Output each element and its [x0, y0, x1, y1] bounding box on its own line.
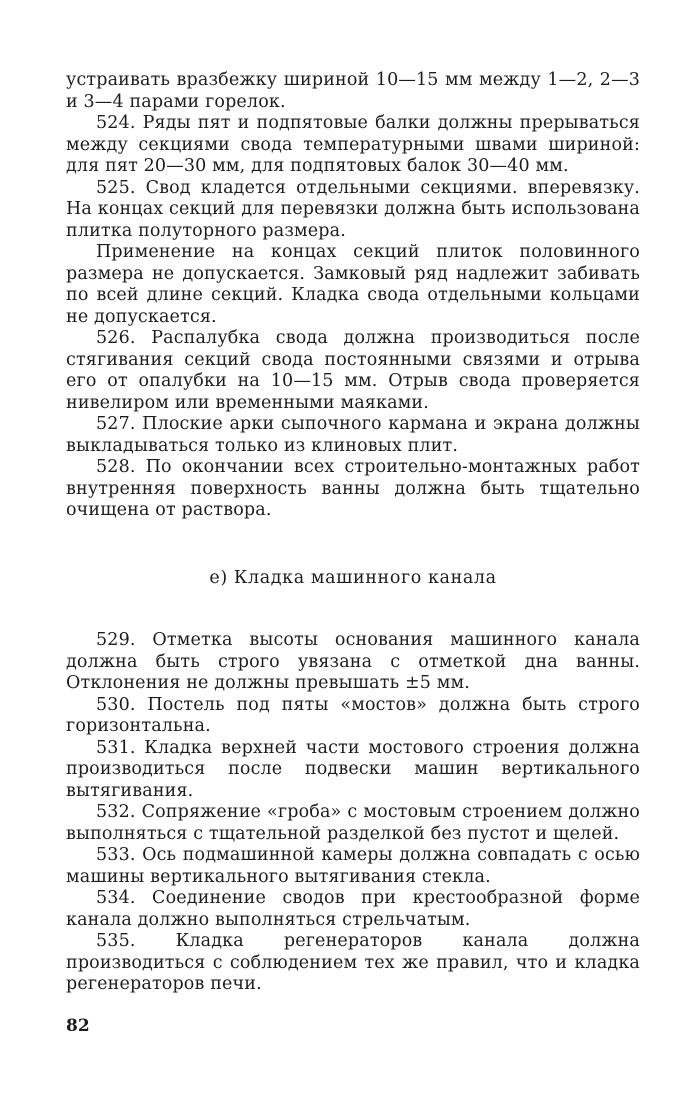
paragraph-531: 531. Кладка верхней части мостового строения должна производиться после подвески машин вертикального вытягивания. [66, 737, 640, 801]
paragraph-528: 528. По окончании всех строительно-монтажных работ внутренняя поверхность ванны должна быть тщательно очищена от раствора. [66, 457, 640, 520]
paragraph-526: 526. Распалубка свода должна производиться после стягивания секций свода постоянными связями и отрыва его от опалубки на 10—15 мм. Отрыв свода проверяется нивелиром или временными маяками. [66, 328, 640, 413]
page-body [66, 70, 640, 996]
paragraph-535: 535. Кладка регенераторов канала должна производиться с соблюдением тех же правил, что и кладка регенераторов печи. [66, 931, 640, 994]
paragraph-525-continued: Применение на концах секций плиток половинного размера не допускается. Замковый ряд надлежит забивать по всей длине секций. Кладка свода отдельными кольцами не допускается. [66, 242, 640, 327]
paragraph-529: 529. Отметка высоты основания машинного канала должна быть строго увязана с отметкой дна ванны. Отклонения не должны превышать ±5 мм. [66, 630, 640, 693]
paragraph-532: 532. Сопряжение «гроба» с мостовым строением должно выполняться с тщательной разделкой без пустот и щелей. [66, 802, 640, 844]
section-title: е) Кладка машинного канала [209, 567, 497, 588]
paragraph-533: 533. Ось подмашинной камеры должна совпадать с осью машины вертикального вытягивания стекла. [66, 845, 640, 887]
paragraph-525: 525. Свод кладется отдельными секциями. вперевязку. На концах секций для перевязки должна быть использована плитка полуторного размера. [66, 177, 640, 241]
paragraph-534: 534. Соединение сводов при крестообразной форме канала должно выполняться стрельчатым. [66, 888, 640, 930]
paragraph-524: 524. Ряды пят и подпятовые балки должны прерываться между секциями свода температурными швами шириной: для пят 20—30 мм, для подпятовых балок 30—40 мм. [66, 113, 640, 176]
paragraph-continued: устраивать вразбежку шириной 10—15 мм между 1—2, 2—3 и 3—4 парами горелок. [66, 70, 640, 112]
paragraph-530: 530. Постель под пяты «мостов» должна быть строго горизонтальна. [66, 694, 640, 736]
paragraph-527: 527. Плоские арки сыпочного кармана и экрана должны выкладываться только из клиновых плит. [66, 414, 640, 456]
page-number: 82 [66, 1016, 90, 1036]
